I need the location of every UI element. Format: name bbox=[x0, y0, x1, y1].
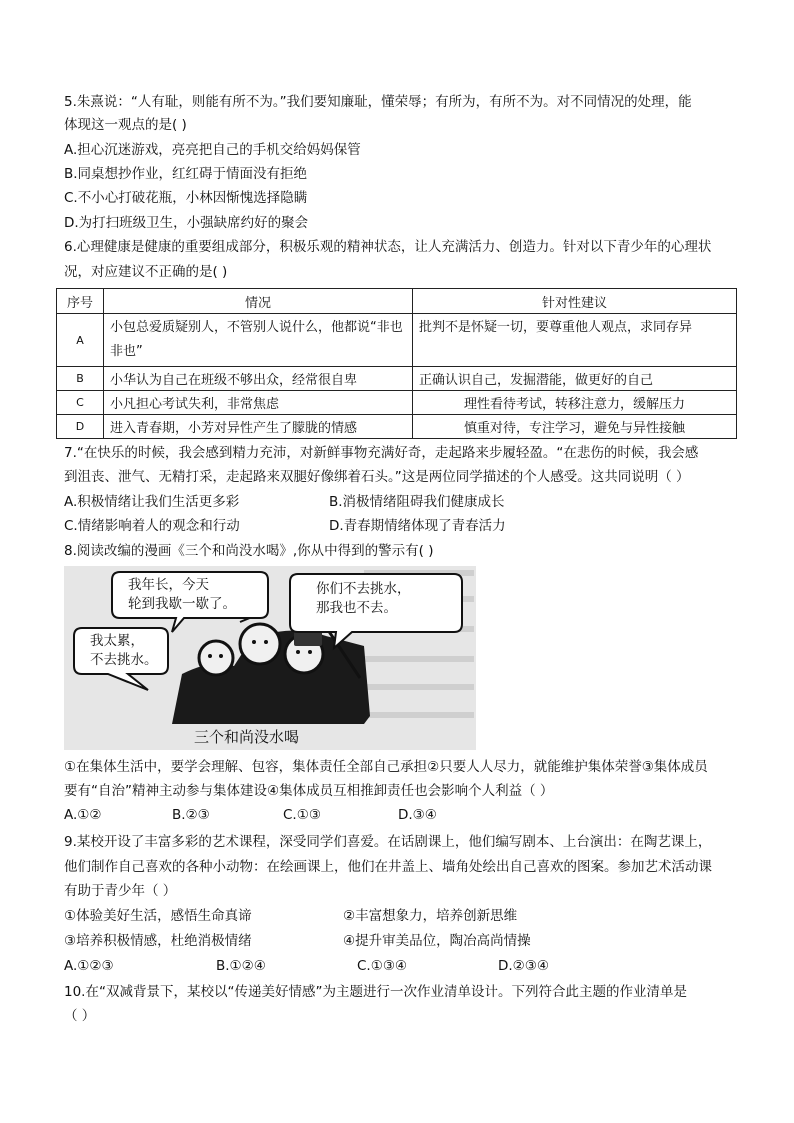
q9-option-c: C.①③④ bbox=[357, 958, 408, 974]
q6-row-c-id: C bbox=[57, 391, 104, 415]
q9-option-b: B.①②④ bbox=[216, 958, 266, 974]
q7-stem-line2: 到沮丧、泄气、无精打采，走起路来双腿好像绑着石头。”这是两位同学描述的个人感受。这共同说明（ ） bbox=[64, 469, 690, 485]
q7-option-b: B.消极情绪阻碍我们健康成长 bbox=[329, 494, 505, 510]
q6-row-c-advice: 理性看待考试，转移注意力，缓解压力 bbox=[413, 391, 737, 415]
q9-stem-line3: 有助于青少年（ ） bbox=[64, 883, 177, 899]
q7-stem-line1: 7.“在快乐的时候，我会感到精力充沛，对新鲜事物充满好奇，走起路来步履轻盈。“在悲伤的时候，我会感 bbox=[64, 445, 699, 461]
q6-row-b-id: B bbox=[57, 367, 104, 391]
q6-header-advice: 针对性建议 bbox=[413, 289, 737, 314]
q6-stem-line2: 况，对应建议不正确的是( ) bbox=[64, 264, 228, 280]
q7-option-a: A.积极情绪让我们生活更多彩 bbox=[64, 494, 240, 510]
q9-statement-1: ①体验美好生活，感悟生命真谛 bbox=[64, 908, 252, 924]
q9-option-a: A.①②③ bbox=[64, 958, 114, 974]
q9-statement-2: ②丰富想象力，培养创新思维 bbox=[343, 908, 518, 924]
q6-row-b-situation: 小华认为自己在班级不够出众，经常很自卑 bbox=[104, 367, 413, 391]
table-row bbox=[57, 314, 737, 367]
q6-row-b-advice: 正确认识自己，发掘潜能，做更好的自己 bbox=[413, 367, 737, 391]
q8-body-line1: ①在集体生活中，要学会理解、包容，集体责任全部自己承担②只要人人尽力，就能维护集体荣誉③集体成员 bbox=[64, 759, 708, 775]
q5-option-a: A.担心沉迷游戏，亮亮把自己的手机交给妈妈保管 bbox=[64, 142, 361, 158]
q6-header-situation: 情况 bbox=[104, 289, 413, 314]
q6-row-c-situation: 小凡担心考试失利，非常焦虑 bbox=[104, 391, 413, 415]
q8-option-c: C.①③ bbox=[283, 807, 321, 823]
q6-row-a-situation: 小包总爱质疑别人，不管别人说什么，他都说“非也非也” bbox=[104, 314, 413, 367]
table-row bbox=[57, 367, 737, 391]
q9-stem-line2: 他们制作自己喜欢的各种小动物：在绘画课上，他们在井盖上、墙角处绘出自己喜欢的图案。参加艺术活动课 bbox=[64, 859, 712, 875]
q8-option-b: B.②③ bbox=[172, 807, 210, 823]
table-row bbox=[57, 391, 737, 415]
q9-stem-line1: 9.某校开设了丰富多彩的艺术课程，深受同学们喜爱。在话剧课上，他们编写剧本、上台演出：在陶艺课上， bbox=[64, 834, 712, 850]
q8-stem: 8.阅读改编的漫画《三个和尚没水喝》,你从中得到的警示有( ) bbox=[64, 543, 434, 559]
q5-option-c: C.不小心打破花瓶，小林因惭愧选择隐瞒 bbox=[64, 190, 308, 206]
q10-stem-line1: 10.在“双减背景下，某校以“传递美好情感”为主题进行一次作业清单设计。下列符合此主题的作业清单是 bbox=[64, 984, 687, 1000]
q6-row-a-advice: 批判不是怀疑一切，要尊重他人观点，求同存异 bbox=[413, 314, 737, 367]
table-row bbox=[57, 415, 737, 439]
q6-table-header-row bbox=[57, 289, 737, 314]
q9-statement-4: ④提升审美品位，陶冶高尚情操 bbox=[343, 933, 531, 949]
q8-option-d: D.③④ bbox=[398, 807, 437, 823]
q8-option-a: A.①② bbox=[64, 807, 102, 823]
q8-body-line2: 要有“自治”精神主动参与集体建设④集体成员互相推卸责任也会影响个人利益（ ） bbox=[64, 783, 554, 799]
q10-stem-line2: （ ） bbox=[64, 1008, 96, 1024]
q9-option-d: D.②③④ bbox=[498, 958, 549, 974]
q9-statement-3: ③培养积极情感，杜绝消极情绪 bbox=[64, 933, 252, 949]
q6-row-d-id: D bbox=[57, 415, 104, 439]
cartoon-bubble-1: 我年长，今天 轮到我歇一歇了。 bbox=[128, 577, 236, 612]
q8-cartoon-image bbox=[64, 566, 476, 750]
q7-option-d: D.青春期情绪体现了青春活力 bbox=[329, 518, 506, 534]
cartoon-bubble-2: 你们不去挑水， 那我也不去。 bbox=[316, 581, 411, 616]
q5-stem-line2: 体现这一观点的是( ) bbox=[64, 117, 187, 133]
q6-header-index: 序号 bbox=[57, 289, 104, 314]
q6-row-d-advice: 慎重对待，专注学习，避免与异性接触 bbox=[413, 415, 737, 439]
q5-option-b: B.同桌想抄作业，红红碍于情面没有拒绝 bbox=[64, 166, 308, 182]
q5-stem-line1: 5.朱熹说：“人有耻，则能有所不为。”我们要知廉耻，懂荣辱；有所为，有所不为。对不同情况的处理，能 bbox=[64, 94, 692, 110]
q6-row-d-situation: 进入青春期，小芳对异性产生了朦胧的情感 bbox=[104, 415, 413, 439]
q7-option-c: C.情绪影响着人的观念和行动 bbox=[64, 518, 240, 534]
q5-option-d: D.为打扫班级卫生，小强缺席约好的聚会 bbox=[64, 215, 309, 231]
q6-row-a-id: A bbox=[57, 314, 104, 367]
q6-table bbox=[56, 288, 737, 439]
cartoon-caption: 三个和尚没水喝 bbox=[194, 728, 300, 746]
q6-stem-line1: 6.心理健康是健康的重要组成部分，积极乐观的精神状态，让人充满活力、创造力。针对以下青少年的心理状 bbox=[64, 239, 712, 255]
cartoon-bubble-3: 我太累， 不去挑水。 bbox=[90, 633, 158, 668]
